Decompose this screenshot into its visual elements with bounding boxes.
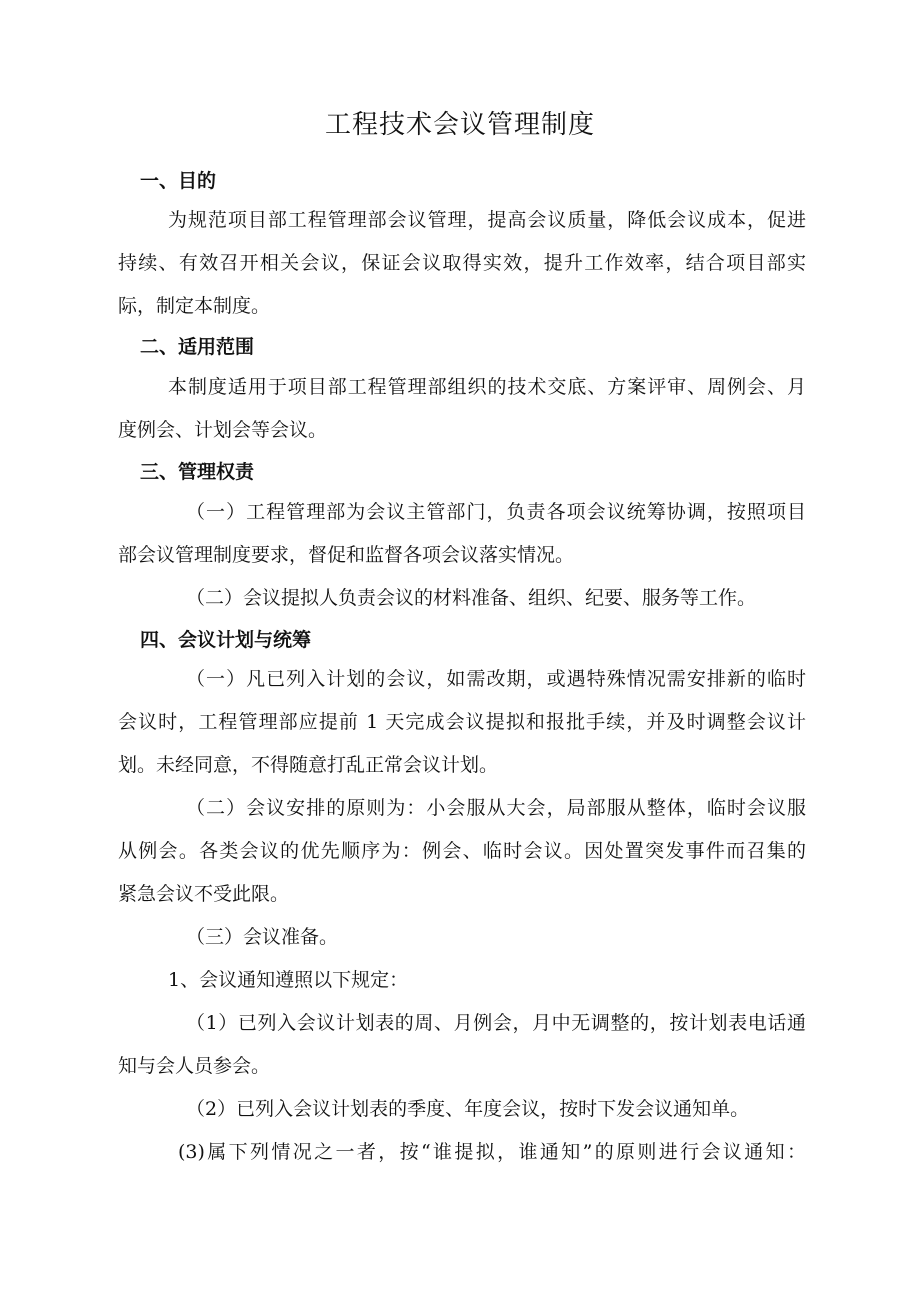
paragraph-line: （一）工程管理部为会议主管部门，负责各项会议统筹协调，按照项目 (186, 501, 806, 523)
paragraph-line: （一）凡已列入计划的会议，如需改期，或遇特殊情况需安排新的临时 (186, 668, 806, 690)
paragraph-line: （三）会议准备。 (186, 926, 339, 948)
paragraph-line: 际，制定本制度。 (118, 295, 271, 317)
paragraph-line: （1）已列入会议计划表的周、月例会，月中无调整的，按计划表电话通 (186, 1012, 806, 1034)
paragraph-line: 紧急会议不受此限。 (118, 883, 290, 905)
paragraph-line: 从例会。各类会议的优先顺序为：例会、临时会议。因处置突发事件而召集的 (118, 840, 806, 862)
paragraph-line: 划。未经同意，不得随意打乱正常会议计划。 (118, 754, 499, 776)
paragraph-line: 本制度适用于项目部工程管理部组织的技术交底、方案评审、周例会、月 (168, 376, 806, 398)
section-heading-responsibilities: 三、管理权责 (140, 461, 255, 483)
section-heading-scope: 二、适用范围 (140, 336, 255, 358)
paragraph-line: 知与会人员参会。 (118, 1055, 271, 1077)
page-title: 工程技术会议管理制度 (324, 110, 595, 140)
paragraph-line: 部会议管理制度要求，督促和监督各项会议落实情况。 (118, 544, 575, 566)
paragraph-line: 度例会、计划会等会议。 (118, 419, 328, 441)
paragraph-line: 为规范项目部工程管理部会议管理，提高会议质量，降低会议成本，促进 (168, 209, 806, 231)
paragraph-line: 会议时，工程管理部应提前 1 天完成会议提拟和报批手续，并及时调整会议计 (118, 711, 806, 733)
paragraph-line: （二）会议提拟人负责会议的材料准备、组织、纪要、服务等工作。 (186, 587, 757, 609)
paragraph-line: （二）会议安排的原则为：小会服从大会，局部服从整体，临时会议服 (186, 797, 806, 819)
paragraph-line: (3)属下列情况之一者，按“谁提拟，谁通知”的原则进行会议通知： (178, 1141, 806, 1163)
paragraph-line: 1、会议通知遵照以下规定： (168, 969, 409, 991)
paragraph-line: （2）已列入会议计划表的季度、年度会议，按时下发会议通知单。 (186, 1098, 750, 1120)
paragraph-line: 持续、有效召开相关会议，保证会议取得实效，提升工作效率，结合项目部实 (118, 252, 806, 274)
section-heading-purpose: 一、目的 (140, 170, 217, 192)
section-heading-planning: 四、会议计划与统筹 (140, 629, 312, 651)
